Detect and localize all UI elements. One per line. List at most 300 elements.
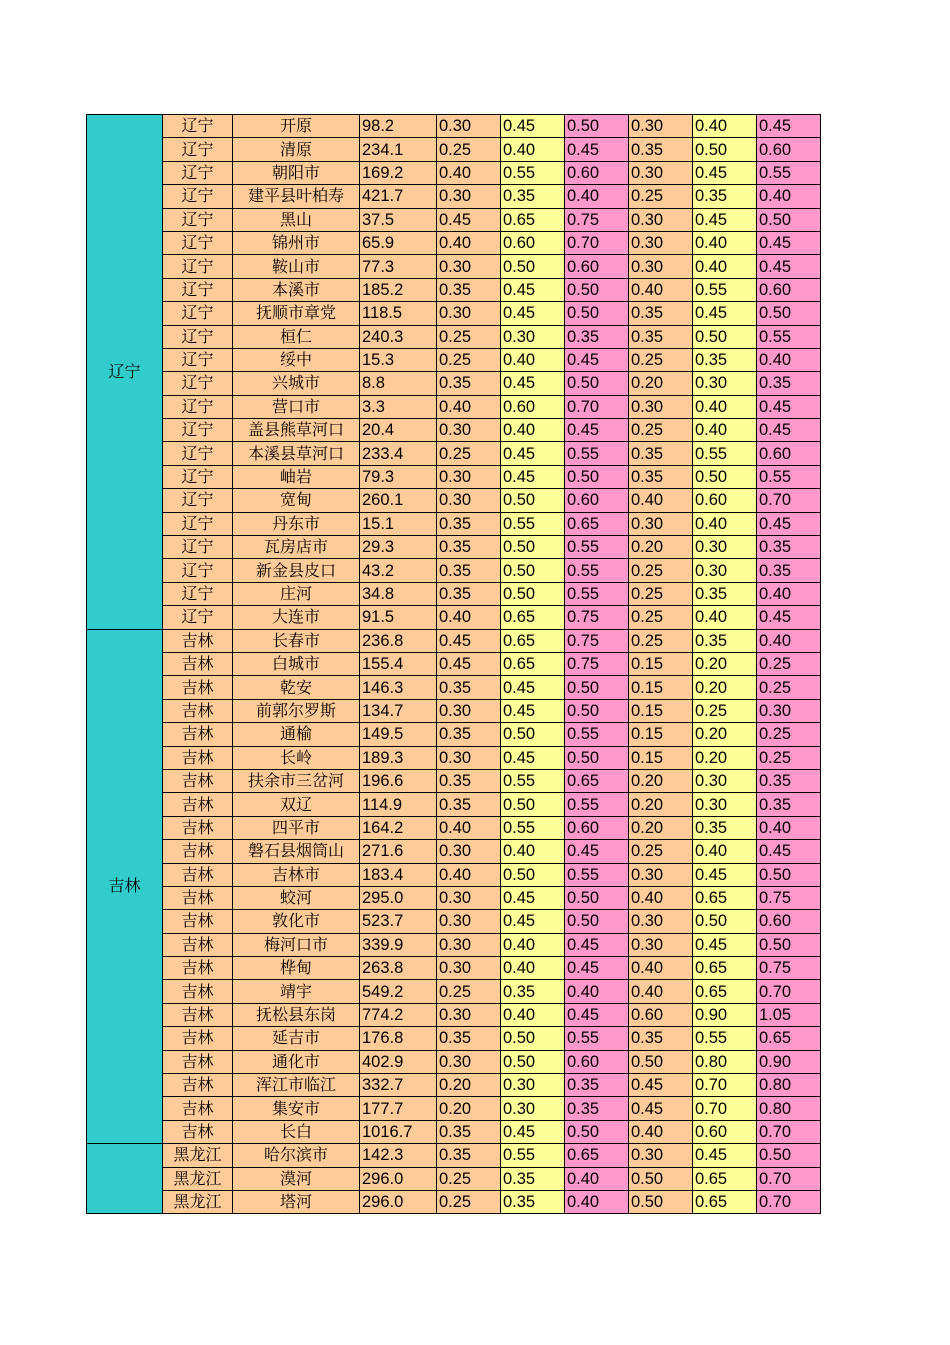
table-row [87, 395, 821, 418]
value-cell-1: 0.40 [437, 606, 501, 629]
elevation-cell: 3.3 [360, 395, 437, 418]
table-row [87, 910, 821, 933]
province-cell: 吉林 [163, 886, 233, 909]
table-row [87, 208, 821, 231]
table-row [87, 372, 821, 395]
value-cell-2: 0.40 [501, 348, 565, 371]
value-cell-6: 0.35 [757, 559, 821, 582]
value-cell-5: 0.55 [693, 442, 757, 465]
value-cell-6: 0.40 [757, 582, 821, 605]
elevation-cell: 402.9 [360, 1050, 437, 1073]
elevation-cell: 20.4 [360, 419, 437, 442]
table-row [87, 115, 821, 138]
province-cell: 吉林 [163, 1003, 233, 1026]
province-cell: 辽宁 [163, 465, 233, 488]
elevation-cell: 91.5 [360, 606, 437, 629]
value-cell-1: 0.35 [437, 278, 501, 301]
value-cell-2: 0.50 [501, 559, 565, 582]
province-cell: 辽宁 [163, 419, 233, 442]
station-cell: 庄河 [233, 582, 360, 605]
province-cell: 辽宁 [163, 302, 233, 325]
value-cell-3: 0.65 [565, 769, 629, 792]
elevation-cell: 177.7 [360, 1097, 437, 1120]
value-cell-3: 0.45 [565, 419, 629, 442]
value-cell-3: 0.45 [565, 933, 629, 956]
value-cell-5: 0.35 [693, 185, 757, 208]
table-row [87, 793, 821, 816]
station-cell: 锦州市 [233, 231, 360, 254]
value-cell-2: 0.30 [501, 325, 565, 348]
station-cell: 桓仁 [233, 325, 360, 348]
value-cell-3: 0.50 [565, 676, 629, 699]
value-cell-1: 0.30 [437, 419, 501, 442]
elevation-cell: 271.6 [360, 840, 437, 863]
value-cell-3: 0.55 [565, 863, 629, 886]
value-cell-6: 0.70 [757, 489, 821, 512]
table-row [87, 1097, 821, 1120]
value-cell-5: 0.65 [693, 1190, 757, 1213]
elevation-cell: 176.8 [360, 1027, 437, 1050]
station-cell: 抚顺市章党 [233, 302, 360, 325]
table-row [87, 278, 821, 301]
value-cell-2: 0.50 [501, 793, 565, 816]
value-cell-6: 0.35 [757, 793, 821, 816]
table-row [87, 185, 821, 208]
value-cell-2: 0.55 [501, 512, 565, 535]
value-cell-4: 0.30 [629, 255, 693, 278]
elevation-cell: 332.7 [360, 1074, 437, 1097]
value-cell-1: 0.35 [437, 1144, 501, 1167]
value-cell-5: 0.30 [693, 536, 757, 559]
value-cell-4: 0.25 [629, 606, 693, 629]
value-cell-6: 1.05 [757, 1003, 821, 1026]
value-cell-3: 0.45 [565, 1003, 629, 1026]
value-cell-2: 0.50 [501, 723, 565, 746]
value-cell-4: 0.45 [629, 1097, 693, 1120]
value-cell-4: 0.20 [629, 536, 693, 559]
province-cell: 吉林 [163, 676, 233, 699]
elevation-cell: 79.3 [360, 465, 437, 488]
value-cell-6: 0.35 [757, 769, 821, 792]
elevation-cell: 65.9 [360, 231, 437, 254]
province-cell: 辽宁 [163, 278, 233, 301]
value-cell-3: 0.55 [565, 723, 629, 746]
value-cell-2: 0.50 [501, 1050, 565, 1073]
station-cell: 清原 [233, 138, 360, 161]
value-cell-4: 0.60 [629, 1003, 693, 1026]
value-cell-1: 0.30 [437, 933, 501, 956]
value-cell-3: 0.50 [565, 746, 629, 769]
station-cell: 大连市 [233, 606, 360, 629]
value-cell-6: 0.25 [757, 746, 821, 769]
value-cell-3: 0.50 [565, 115, 629, 138]
station-cell: 四平市 [233, 816, 360, 839]
value-cell-2: 0.35 [501, 980, 565, 1003]
elevation-cell: 15.1 [360, 512, 437, 535]
value-cell-2: 0.45 [501, 676, 565, 699]
elevation-cell: 549.2 [360, 980, 437, 1003]
station-cell: 靖宇 [233, 980, 360, 1003]
station-cell: 漠河 [233, 1167, 360, 1190]
value-cell-4: 0.25 [629, 840, 693, 863]
elevation-cell: 240.3 [360, 325, 437, 348]
value-cell-1: 0.30 [437, 957, 501, 980]
table-row [87, 489, 821, 512]
elevation-cell: 1016.7 [360, 1120, 437, 1143]
province-group-label [87, 1144, 163, 1214]
elevation-cell: 339.9 [360, 933, 437, 956]
value-cell-5: 0.80 [693, 1050, 757, 1073]
value-cell-1: 0.25 [437, 138, 501, 161]
value-cell-3: 0.65 [565, 1144, 629, 1167]
station-cell: 朝阳市 [233, 161, 360, 184]
value-cell-2: 0.45 [501, 442, 565, 465]
value-cell-2: 0.65 [501, 629, 565, 652]
value-cell-4: 0.40 [629, 278, 693, 301]
value-cell-4: 0.15 [629, 723, 693, 746]
value-cell-3: 0.50 [565, 910, 629, 933]
value-cell-5: 0.30 [693, 559, 757, 582]
province-cell: 辽宁 [163, 582, 233, 605]
province-cell: 吉林 [163, 629, 233, 652]
value-cell-5: 0.40 [693, 606, 757, 629]
value-cell-1: 0.30 [437, 255, 501, 278]
value-cell-1: 0.35 [437, 1027, 501, 1050]
value-cell-2: 0.45 [501, 910, 565, 933]
value-cell-6: 0.30 [757, 699, 821, 722]
value-cell-5: 0.55 [693, 278, 757, 301]
value-cell-3: 0.45 [565, 138, 629, 161]
value-cell-6: 0.60 [757, 910, 821, 933]
station-cell: 哈尔滨市 [233, 1144, 360, 1167]
value-cell-5: 0.30 [693, 372, 757, 395]
value-cell-4: 0.30 [629, 1144, 693, 1167]
table-row [87, 840, 821, 863]
value-cell-3: 0.40 [565, 1190, 629, 1213]
station-cell: 磐石县烟筒山 [233, 840, 360, 863]
value-cell-5: 0.50 [693, 910, 757, 933]
value-cell-6: 0.45 [757, 395, 821, 418]
value-cell-1: 0.25 [437, 980, 501, 1003]
value-cell-4: 0.35 [629, 1027, 693, 1050]
value-cell-5: 0.65 [693, 886, 757, 909]
station-cell: 长白 [233, 1120, 360, 1143]
table-row [87, 1144, 821, 1167]
elevation-cell: 263.8 [360, 957, 437, 980]
elevation-cell: 34.8 [360, 582, 437, 605]
value-cell-1: 0.30 [437, 1003, 501, 1026]
value-cell-2: 0.50 [501, 489, 565, 512]
value-cell-3: 0.60 [565, 1050, 629, 1073]
province-cell: 吉林 [163, 840, 233, 863]
value-cell-4: 0.15 [629, 699, 693, 722]
elevation-cell: 233.4 [360, 442, 437, 465]
elevation-cell: 234.1 [360, 138, 437, 161]
value-cell-1: 0.30 [437, 115, 501, 138]
station-cell: 开原 [233, 115, 360, 138]
province-cell: 辽宁 [163, 372, 233, 395]
value-cell-4: 0.40 [629, 489, 693, 512]
table-row [87, 629, 821, 652]
table-row [87, 676, 821, 699]
province-cell: 吉林 [163, 1027, 233, 1050]
province-cell: 吉林 [163, 793, 233, 816]
table-row [87, 536, 821, 559]
value-cell-1: 0.30 [437, 910, 501, 933]
value-cell-3: 0.70 [565, 395, 629, 418]
value-cell-6: 0.45 [757, 115, 821, 138]
value-cell-1: 0.30 [437, 302, 501, 325]
table-row [87, 816, 821, 839]
elevation-cell: 296.0 [360, 1190, 437, 1213]
value-cell-1: 0.35 [437, 723, 501, 746]
value-cell-5: 0.60 [693, 489, 757, 512]
value-cell-6: 0.65 [757, 1027, 821, 1050]
value-cell-1: 0.35 [437, 559, 501, 582]
station-cell: 梅河口市 [233, 933, 360, 956]
table-row [87, 302, 821, 325]
province-cell: 辽宁 [163, 348, 233, 371]
elevation-cell: 142.3 [360, 1144, 437, 1167]
value-cell-4: 0.40 [629, 957, 693, 980]
value-cell-3: 0.55 [565, 793, 629, 816]
value-cell-2: 0.50 [501, 863, 565, 886]
value-cell-5: 0.40 [693, 512, 757, 535]
data-table [86, 114, 821, 1214]
value-cell-2: 0.55 [501, 769, 565, 792]
value-cell-3: 0.55 [565, 536, 629, 559]
value-cell-5: 0.50 [693, 465, 757, 488]
station-cell: 宽甸 [233, 489, 360, 512]
value-cell-6: 0.80 [757, 1074, 821, 1097]
elevation-cell: 295.0 [360, 886, 437, 909]
elevation-cell: 236.8 [360, 629, 437, 652]
value-cell-2: 0.40 [501, 1003, 565, 1026]
station-cell: 塔河 [233, 1190, 360, 1213]
value-cell-5: 0.60 [693, 1120, 757, 1143]
value-cell-3: 0.50 [565, 886, 629, 909]
station-cell: 鞍山市 [233, 255, 360, 278]
province-cell: 辽宁 [163, 512, 233, 535]
value-cell-6: 0.70 [757, 980, 821, 1003]
value-cell-2: 0.45 [501, 699, 565, 722]
table-row [87, 1003, 821, 1026]
table-row [87, 606, 821, 629]
station-cell: 吉林市 [233, 863, 360, 886]
value-cell-5: 0.45 [693, 302, 757, 325]
value-cell-3: 0.50 [565, 465, 629, 488]
table-row [87, 1167, 821, 1190]
value-cell-2: 0.45 [501, 278, 565, 301]
value-cell-1: 0.40 [437, 395, 501, 418]
value-cell-4: 0.15 [629, 652, 693, 675]
value-cell-1: 0.25 [437, 1167, 501, 1190]
province-cell: 辽宁 [163, 185, 233, 208]
value-cell-2: 0.45 [501, 465, 565, 488]
province-cell: 吉林 [163, 957, 233, 980]
province-group-label: 吉林 [87, 629, 163, 1144]
value-cell-5: 0.20 [693, 723, 757, 746]
value-cell-5: 0.35 [693, 629, 757, 652]
value-cell-1: 0.30 [437, 746, 501, 769]
value-cell-3: 0.55 [565, 582, 629, 605]
value-cell-2: 0.50 [501, 582, 565, 605]
station-cell: 兴城市 [233, 372, 360, 395]
value-cell-2: 0.45 [501, 746, 565, 769]
elevation-cell: 523.7 [360, 910, 437, 933]
value-cell-2: 0.50 [501, 536, 565, 559]
value-cell-2: 0.45 [501, 886, 565, 909]
value-cell-2: 0.45 [501, 372, 565, 395]
province-cell: 辽宁 [163, 231, 233, 254]
table-row [87, 863, 821, 886]
value-cell-3: 0.60 [565, 489, 629, 512]
table-row [87, 1190, 821, 1213]
elevation-cell: 77.3 [360, 255, 437, 278]
value-cell-5: 0.45 [693, 208, 757, 231]
value-cell-3: 0.75 [565, 652, 629, 675]
station-cell: 本溪县草河口 [233, 442, 360, 465]
table-row [87, 957, 821, 980]
elevation-cell: 149.5 [360, 723, 437, 746]
value-cell-4: 0.35 [629, 138, 693, 161]
value-cell-5: 0.90 [693, 1003, 757, 1026]
value-cell-4: 0.20 [629, 769, 693, 792]
table-row [87, 325, 821, 348]
table-row [87, 559, 821, 582]
value-cell-6: 0.45 [757, 512, 821, 535]
province-cell: 吉林 [163, 769, 233, 792]
province-cell: 辽宁 [163, 255, 233, 278]
station-cell: 白城市 [233, 652, 360, 675]
value-cell-5: 0.40 [693, 419, 757, 442]
value-cell-2: 0.55 [501, 161, 565, 184]
station-cell: 营口市 [233, 395, 360, 418]
value-cell-4: 0.25 [629, 348, 693, 371]
value-cell-6: 0.60 [757, 138, 821, 161]
value-cell-4: 0.35 [629, 442, 693, 465]
province-cell: 辽宁 [163, 325, 233, 348]
value-cell-6: 0.75 [757, 957, 821, 980]
value-cell-1: 0.40 [437, 816, 501, 839]
elevation-cell: 15.3 [360, 348, 437, 371]
province-cell: 吉林 [163, 1074, 233, 1097]
value-cell-3: 0.75 [565, 208, 629, 231]
value-cell-5: 0.45 [693, 933, 757, 956]
value-cell-3: 0.60 [565, 161, 629, 184]
value-cell-1: 0.25 [437, 1190, 501, 1213]
value-cell-3: 0.50 [565, 278, 629, 301]
province-cell: 吉林 [163, 933, 233, 956]
value-cell-6: 0.40 [757, 816, 821, 839]
value-cell-3: 0.40 [565, 980, 629, 1003]
value-cell-3: 0.40 [565, 1167, 629, 1190]
value-cell-6: 0.40 [757, 185, 821, 208]
province-cell: 辽宁 [163, 442, 233, 465]
station-cell: 通化市 [233, 1050, 360, 1073]
station-cell: 盖县熊草河口 [233, 419, 360, 442]
elevation-cell: 421.7 [360, 185, 437, 208]
value-cell-4: 0.25 [629, 582, 693, 605]
value-cell-4: 0.25 [629, 419, 693, 442]
value-cell-4: 0.30 [629, 161, 693, 184]
value-cell-6: 0.25 [757, 676, 821, 699]
value-cell-3: 0.55 [565, 559, 629, 582]
value-cell-2: 0.50 [501, 1027, 565, 1050]
elevation-cell: 196.6 [360, 769, 437, 792]
value-cell-4: 0.30 [629, 863, 693, 886]
station-cell: 乾安 [233, 676, 360, 699]
elevation-cell: 774.2 [360, 1003, 437, 1026]
value-cell-4: 0.30 [629, 231, 693, 254]
value-cell-2: 0.30 [501, 1097, 565, 1120]
value-cell-2: 0.65 [501, 652, 565, 675]
table-row [87, 231, 821, 254]
table-row [87, 933, 821, 956]
value-cell-6: 0.90 [757, 1050, 821, 1073]
elevation-cell: 146.3 [360, 676, 437, 699]
value-cell-4: 0.40 [629, 980, 693, 1003]
province-cell: 辽宁 [163, 138, 233, 161]
value-cell-4: 0.50 [629, 1167, 693, 1190]
value-cell-5: 0.40 [693, 115, 757, 138]
value-cell-1: 0.25 [437, 325, 501, 348]
value-cell-4: 0.25 [629, 185, 693, 208]
table-row [87, 886, 821, 909]
value-cell-2: 0.35 [501, 1190, 565, 1213]
value-cell-2: 0.45 [501, 302, 565, 325]
value-cell-3: 0.60 [565, 255, 629, 278]
value-cell-6: 0.80 [757, 1097, 821, 1120]
value-cell-5: 0.45 [693, 1144, 757, 1167]
elevation-cell: 296.0 [360, 1167, 437, 1190]
value-cell-2: 0.35 [501, 185, 565, 208]
value-cell-5: 0.30 [693, 769, 757, 792]
province-cell: 辽宁 [163, 208, 233, 231]
value-cell-4: 0.15 [629, 676, 693, 699]
value-cell-1: 0.45 [437, 629, 501, 652]
value-cell-5: 0.70 [693, 1074, 757, 1097]
value-cell-2: 0.65 [501, 208, 565, 231]
elevation-cell: 29.3 [360, 536, 437, 559]
value-cell-6: 0.50 [757, 302, 821, 325]
table-row [87, 699, 821, 722]
value-cell-3: 0.40 [565, 185, 629, 208]
value-cell-6: 0.45 [757, 231, 821, 254]
province-cell: 辽宁 [163, 559, 233, 582]
province-cell: 吉林 [163, 863, 233, 886]
value-cell-5: 0.20 [693, 676, 757, 699]
value-cell-6: 0.75 [757, 886, 821, 909]
province-cell: 吉林 [163, 980, 233, 1003]
value-cell-4: 0.30 [629, 933, 693, 956]
station-cell: 本溪市 [233, 278, 360, 301]
province-cell: 辽宁 [163, 489, 233, 512]
value-cell-1: 0.30 [437, 185, 501, 208]
value-cell-3: 0.45 [565, 348, 629, 371]
station-cell: 浑江市临江 [233, 1074, 360, 1097]
value-cell-1: 0.45 [437, 208, 501, 231]
table-row [87, 255, 821, 278]
province-cell: 吉林 [163, 1050, 233, 1073]
value-cell-6: 0.45 [757, 255, 821, 278]
value-cell-1: 0.40 [437, 231, 501, 254]
value-cell-4: 0.20 [629, 793, 693, 816]
table-row [87, 582, 821, 605]
value-cell-3: 0.45 [565, 840, 629, 863]
value-cell-4: 0.35 [629, 465, 693, 488]
value-cell-5: 0.50 [693, 325, 757, 348]
